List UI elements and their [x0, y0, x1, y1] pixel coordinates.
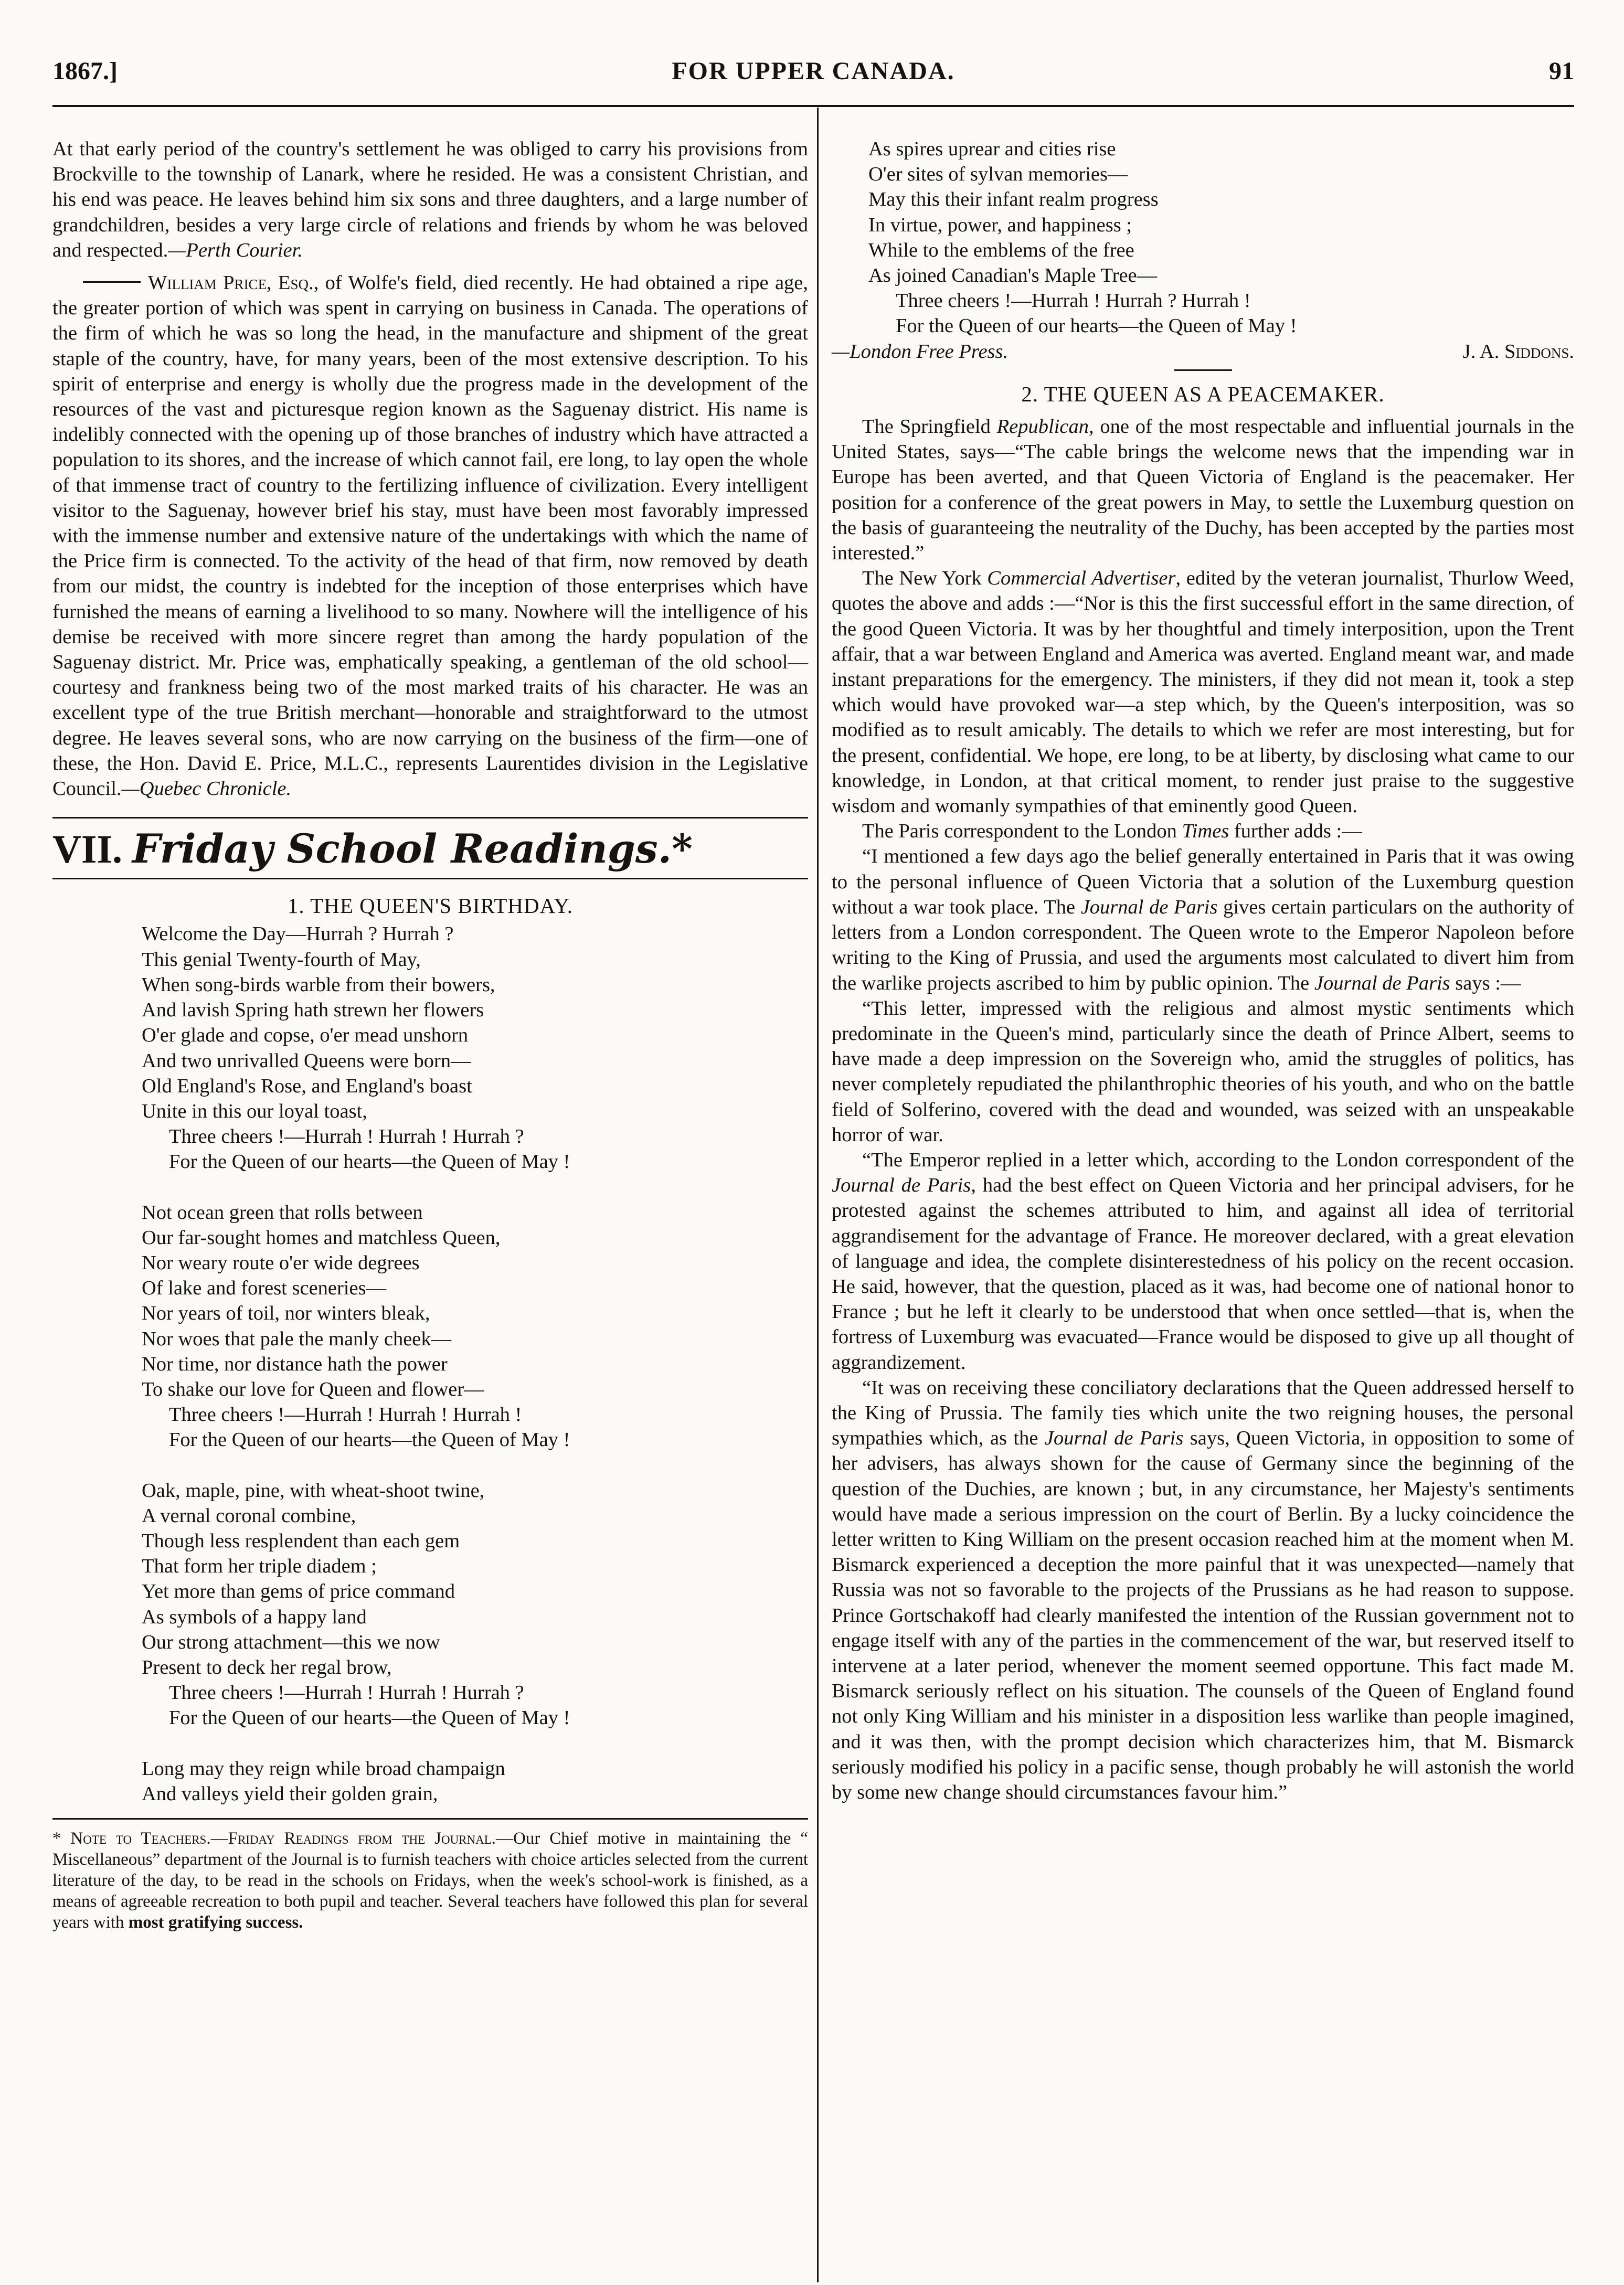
- poem-line: And two unrivalled Queens were born—: [142, 1049, 471, 1072]
- poem-line: Nor weary route o'er wide degrees: [142, 1251, 420, 1274]
- article-title: 2. THE QUEEN AS A PEACEMAKER.: [1021, 381, 1385, 406]
- section-title: [52, 817, 808, 879]
- footnote-label: * Note to Teachers.—Friday Readings from the Journal.: [52, 1829, 496, 1848]
- poem-line: As joined Canadian's Maple Tree—: [868, 264, 1158, 287]
- poem-line: O'er glade and copse, o'er mead unshorn: [142, 1024, 469, 1047]
- poem-line: Long may they reign while broad champaign: [142, 1757, 505, 1780]
- article-paragraph: The Paris correspondent to the London Times further adds :—: [862, 820, 1362, 843]
- stanza-gap: [142, 1731, 808, 1756]
- article-paragraph: “The Emperor replied in a letter which, according to the London correspondent of the Journal de Paris, had the best effect on Queen Victoria and her principal advisers, for he protested against the schemes attributed to him, and against all idea of territorial aggrandisement for the advantage of France. He moreover declared, with a great elevation of language and idea, the complete disinterestedness of his policy on the recent occasion. He said, however, that the question, placed as it was, had become one of national honor to France ; but he left it clearly to be understood that when once settled—that is, when the fortress of Luxemburg was evacuated—France would be disposed to give up all thought of aggrandizement.: [832, 1149, 1574, 1374]
- poem-line: Yet more than gems of price command: [142, 1580, 455, 1603]
- poem-credit: [832, 339, 1574, 364]
- stanza-gap: [142, 1453, 808, 1478]
- poem-line: Three cheers !—Hurrah ! Hurrah ! Hurrah ?: [169, 1682, 524, 1704]
- poem-line: In virtue, power, and happiness ;: [868, 214, 1132, 236]
- section-heading: Friday School Readings.*: [132, 825, 693, 873]
- column-divider: [817, 108, 819, 2282]
- poem-line: Welcome the Day—Hurrah ? Hurrah ?: [142, 923, 454, 945]
- poem-line: This genial Twenty-fourth of May,: [142, 948, 421, 971]
- obituary-paragraph: [52, 136, 808, 263]
- poem-line: May this their infant realm progress: [868, 188, 1159, 211]
- footnote: [52, 1828, 808, 1933]
- poem-line: Of lake and forest sceneries—: [142, 1277, 387, 1300]
- footnote-end: most gratifying success.: [128, 1912, 303, 1932]
- right-column: [832, 136, 1574, 1805]
- poem-line: When song-birds warble from their bowers,: [142, 973, 495, 996]
- poem-line: Present to deck her regal brow,: [142, 1656, 392, 1678]
- poem-line: As symbols of a happy land: [142, 1606, 367, 1628]
- poem-line: Oak, maple, pine, with wheat-shoot twine,: [142, 1479, 485, 1502]
- section-number: VII.: [52, 827, 123, 872]
- header-title: FOR UPPER CANADA.: [672, 57, 955, 85]
- obituary-name: William Price, Esq.: [148, 272, 314, 294]
- article-paragraph: “I mentioned a few days ago the belief generally entertained in Paris that it was owing to the personal influence of Queen Victoria that a solution of the Luxemburg question without a war took place. The Journal de Paris gives certain particulars on the authority of letters from a London correspondent. The Queen wrote to the Emperor Napoleon before writing to the King of Prussia, and used the arguments most calculated to divert him from the warlike projects ascribed to him by public opinion. The Journal de Paris says :—: [832, 845, 1575, 994]
- obituary-text: , of Wolfe's field, died recently. He had obtained a ripe age, the greater portion of which was spent in carrying on business in Canada. The operations of the firm of which he was so long the head, in the manufacture and shipment of the great staple of the country, have, for many years, been of the most extensive description. To his spirit of enterprise and energy is wholly due the progress made in the development of the resources of the vast and picturesque region known as the Saguenay district. His name is indelibly connected with the opening up of those branches of industry which have attracted a population to its shores, and the increase of which cannot fail, ere long, to lay open the whole of that immense tract of country to the fertilizing influence of civilization. Every intelligent visitor to the Saguenay, however brief his stay, must have been most favorably impressed with the immense number and extensive nature of the undertakings with which the name of the Price firm is connected. To the activity of the head of that firm, now removed by death from our midst, the country is indebted for the inception of those enterprises which have furnished the means of earning a livelihood to so many. Nowhere will the intelligence of his demise be received with more sincere regret than among the hardy population of the Saguenay district. Mr. Price was, emphatically speaking, a gentleman of the old school—courtesy and frankness being two of the most marked traits of his character. He was an excellent type of the true British merchant—honorable and straightforward to the utmost degree. He leaves several sons, who are now carrying on the business of the firm—one of these, the Hon. David E. Price, M.L.C., represents Laurentides division in the Legislative Council.: [52, 272, 809, 800]
- poem-line: For the Queen of our hearts—the Queen of May !: [169, 1429, 570, 1451]
- page-number: 91: [1549, 57, 1574, 85]
- header-rule: [52, 105, 1574, 107]
- dash-rule: [83, 281, 141, 283]
- footnote-rule: [52, 1818, 808, 1820]
- poem-line: Though less resplendent than each gem: [142, 1529, 460, 1552]
- poem-line: Not ocean green that rolls between: [142, 1201, 423, 1224]
- poem-line: Three cheers !—Hurrah ! Hurrah ! Hurrah ?: [169, 1125, 524, 1148]
- poem-line: As spires uprear and cities rise: [868, 138, 1116, 160]
- poem-line: For the Queen of our hearts—the Queen of May !: [169, 1151, 570, 1173]
- stanza-gap: [142, 1175, 808, 1200]
- article-paragraph: “This letter, impressed with the religious and almost mystic sentiments which predominate in the Queen's mind, particularly since the death of Prince Albert, seems to have made a deep impression on the Sovereign who, amid the struggles of politics, has never completely repudiated the philanthrophic theories of his youth, and who on the battle field of Solferino, covered with the dead and wounded, was seized with an unspeakable horror of war.: [832, 997, 1574, 1146]
- article-paragraph: The New York Commercial Advertiser, edited by the veteran journalist, Thurlow Weed, quotes the above and adds :—“Nor is this the first successful effort in the same direction, of the good Queen Victoria. It was by her thoughtful and timely interposition, upon the Trent affair, that a war between England and America was averted. England meant war, and made instant preparations for the emergency. The ministers, if they did not mean it, took a step which would have provoked war—a step which, by the Queen's interposition, was so modified as to result amicably. The details to which we refer are most interesting, but for the present, confidential. We hope, ere long, to be at liberty, by disclosing what came to our knowledge, in London, at that critical moment, to render just praise to the suggestive wisdom and womanly sympathies of that eminently good Queen.: [832, 567, 1574, 817]
- article-paragraph: The Springfield Republican, one of the most respectable and influential journals in the United States, says—“The cable brings the welcome news that the impending war in Europe has been averted, and that Queen Victoria of England is the peacemaker. Her position for a conference of the great powers in May, to settle the Luxemburg question on the basis of guaranteeing the neutrality of the Duchy, has been accepted by the parties most interested.”: [832, 416, 1574, 565]
- poem-line: To shake our love for Queen and flower—: [142, 1378, 484, 1400]
- poem-title: 1. THE QUEEN'S BIRTHDAY.: [287, 894, 574, 918]
- poem-line: O'er sites of sylvan memories—: [868, 163, 1128, 186]
- poem-line: While to the emblems of the free: [868, 239, 1134, 261]
- poem-line: Nor time, nor distance hath the power: [142, 1353, 448, 1375]
- poem-line: Nor woes that pale the manly cheek—: [142, 1327, 452, 1350]
- poem-line: And valleys yield their golden grain,: [142, 1782, 438, 1805]
- poem-line: Old England's Rose, and England's boast: [142, 1075, 472, 1097]
- header-year: 1867.]: [52, 57, 118, 85]
- obituary-paragraph: [52, 270, 808, 801]
- poem-line: For the Queen of our hearts—the Queen of May !: [169, 1707, 570, 1729]
- poem-line: Our strong attachment—this we now: [142, 1631, 440, 1653]
- poem-line: Three cheers !—Hurrah ! Hurrah ! Hurrah !: [169, 1404, 522, 1426]
- poem: [52, 921, 808, 1806]
- poem-line: A vernal coronal combine,: [142, 1504, 356, 1527]
- page-header: [52, 46, 1574, 99]
- poem-continuation: [832, 136, 1574, 339]
- poem-source: —London Free Press.: [832, 340, 1009, 363]
- obituary-text: At that early period of the country's settlement he was obliged to carry his provisions from Brockville to the township of Lanark, where he resided. He was a consistent Christian, and his end was peace. He leaves behind him six sons and three daughters, and a large number of grandchildren, besides a very large circle of relations and friends by whom he was beloved and respected.: [52, 138, 808, 261]
- poem-line: Our far-sought homes and matchless Queen,: [142, 1226, 501, 1249]
- poem-author: J. A. Siddons.: [1462, 340, 1574, 363]
- divider-rule: [1174, 369, 1232, 371]
- poem-line: Nor years of toil, nor winters bleak,: [142, 1302, 430, 1325]
- obituary-source: —Perth Courier.: [168, 239, 303, 261]
- poem-line: And lavish Spring hath strewn her flowers: [142, 999, 484, 1022]
- left-column: [52, 136, 808, 1933]
- obituary-source: —Quebec Chronicle.: [121, 778, 292, 800]
- poem-line: For the Queen of our hearts—the Queen of May !: [896, 315, 1297, 337]
- poem-line: Unite in this our loyal toast,: [142, 1100, 367, 1122]
- poem-line: Three cheers !—Hurrah ! Hurrah ? Hurrah !: [896, 290, 1251, 312]
- poem-line: That form her triple diadem ;: [142, 1555, 377, 1578]
- footnote-text: —Our Chief motive in maintaining the “ Miscellaneous” department of the Journal is to furnish teachers with choice articles selected from the current literature of the day, to be read in the schools on Fridays, when the week's school-work is finished, as a means of agreeable recreation to both pupil and teacher. Several teachers have followed this plan for several years with: [52, 1829, 809, 1932]
- article-paragraph: “It was on receiving these conciliatory declarations that the Queen addressed herself to the King of Prussia. The family ties which unite the two reigning houses, the personal sympathies which, as the Journal de Paris says, Queen Victoria, in opposition to some of her advisers, has always shown for the cause of Germany since the beginning of the question of the Duchies, are known ; but, in any circumstance, her Majesty's sentiments would have made a serious impression on the court of Berlin. By a lucky coincidence the letter written to King William on the present occasion reached him at the moment when M. Bismarck experienced a deception the more painful that it was unexpected—namely that Russia was not so favorable to the projects of the Prussians as he had reason to suppose. Prince Gortschakoff had clearly manifested the intention of the Russian government not to engage itself with any of the parties in the commencement of the war, but reserved itself to intervene at a later period, whenever the moment seemed opportune. This fact made M. Bismarck seriously reflect on his situation. The counsels of the Queen of England found not only King William and his minister in a disposition less warlike than people imagined, and it was then, with the prompt decision which characterizes him, that M. Bismarck seriously modified his policy in a pacific sense, though probably he will astonish the world by some new change should circumstances favour him.”: [832, 1376, 1574, 1803]
